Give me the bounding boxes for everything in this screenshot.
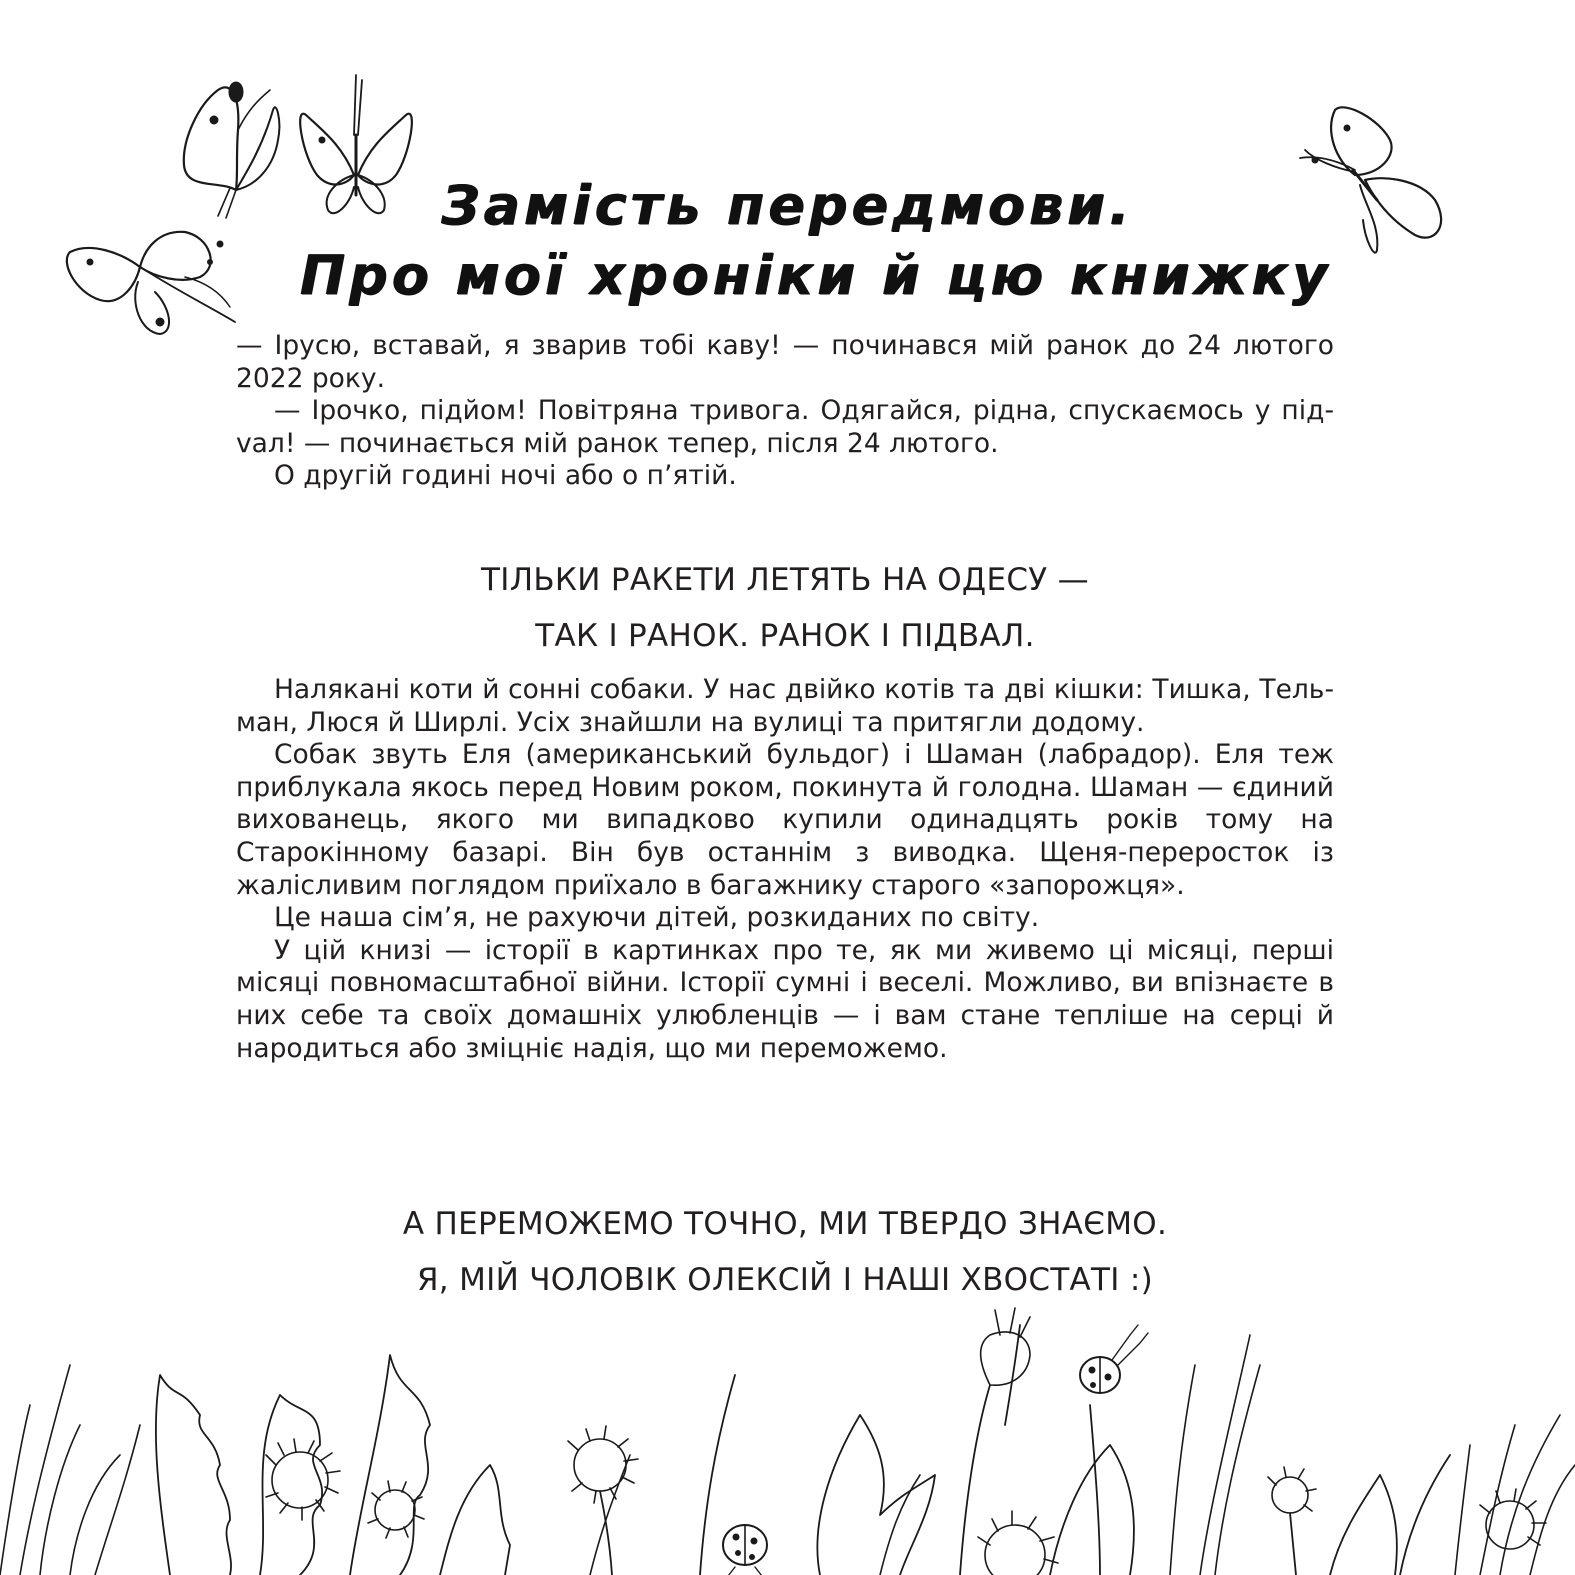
main-paragraph-3: Це наша сім’я, не рахуючи дітей, розкиданих по світу.	[274, 902, 1040, 934]
title-text-2: Про мої хроніки й цю книжку	[300, 244, 1332, 307]
title-text-1: Замість передмови.	[441, 174, 1134, 237]
main-paragraph-2: Собак звуть Еля (американський бульдог) і Шаман (лабрадор). Еля теж приблукала якось перед Новим роком, покинута й голодна. Шаман — єдиний вихованець, якого ми випадково купили одинадцять років тому на Старокінному базарі. Він був останнім з виводка. Щеня-переросток із жалісливим поглядом приїхало в багажнику старого «запорожця».	[236, 739, 1334, 901]
main-text	[236, 674, 1334, 1065]
intro-paragraph-3: О другій годині ночі або о п’ятій.	[274, 460, 737, 492]
callout-victory-line-2: Я, МІЙ ЧОЛОВІК ОЛЕКСІЙ І НАШІ ХВОСТАТІ :)	[416, 1262, 1154, 1298]
butterfly-icon	[60, 222, 240, 347]
page-title-line-2	[300, 240, 1332, 312]
intro-paragraph-1: — Ірусю, вставай, я зварив тобі каву! — починався мій ранок до 24 лютого 2022 року.	[236, 330, 1334, 394]
ladybug-icon	[723, 1525, 767, 1575]
callout-rockets-line-2: ТАК І РАНОК. РАНОК І ПІДВАЛ.	[535, 618, 1035, 654]
meadow-flowers-icon	[0, 1305, 1575, 1575]
ladybug-icon	[1080, 1325, 1148, 1393]
main-paragraph-1: Налякані коти й сонні собаки. У нас двійко котів та дві кішки: Тишка, Тельман, Люся й Ширлі. Усіх знайшли на вулиці та притягли додому.	[236, 674, 1334, 738]
main-paragraph-4: У цій книзі — історії в картинках про те, як ми живемо ці місяці, перші місяці повномасштабної війни. Історії сумні і веселі. Можливо, ви впізнаєте в них себе та своїх домашніх улюбленців — і вам стане тепліше на серці й народиться або зміцніє надія, що ми переможемо.	[236, 934, 1334, 1064]
intro-paragraph-2: — Ірочко, підйом! Повітряна тривога. Одягайся, рідна, спускаємось у підvал! — починається мій ранок тепер, після 24 лютого.	[236, 395, 1334, 459]
callout-rockets	[236, 552, 1334, 664]
butterfly-icon	[178, 70, 288, 220]
callout-victory	[236, 1196, 1334, 1308]
butterfly-icon	[1285, 100, 1460, 265]
intro-text	[236, 330, 1334, 493]
callout-rockets-line-1: ТІЛЬКИ РАКЕТИ ЛЕТЯТЬ НА ОДЕСУ —	[481, 562, 1089, 598]
page-title-line-1	[300, 170, 1275, 242]
callout-victory-line-1: А ПЕРЕМОЖЕМО ТОЧНО, МИ ТВЕРДО ЗНАЄМО.	[402, 1206, 1168, 1242]
